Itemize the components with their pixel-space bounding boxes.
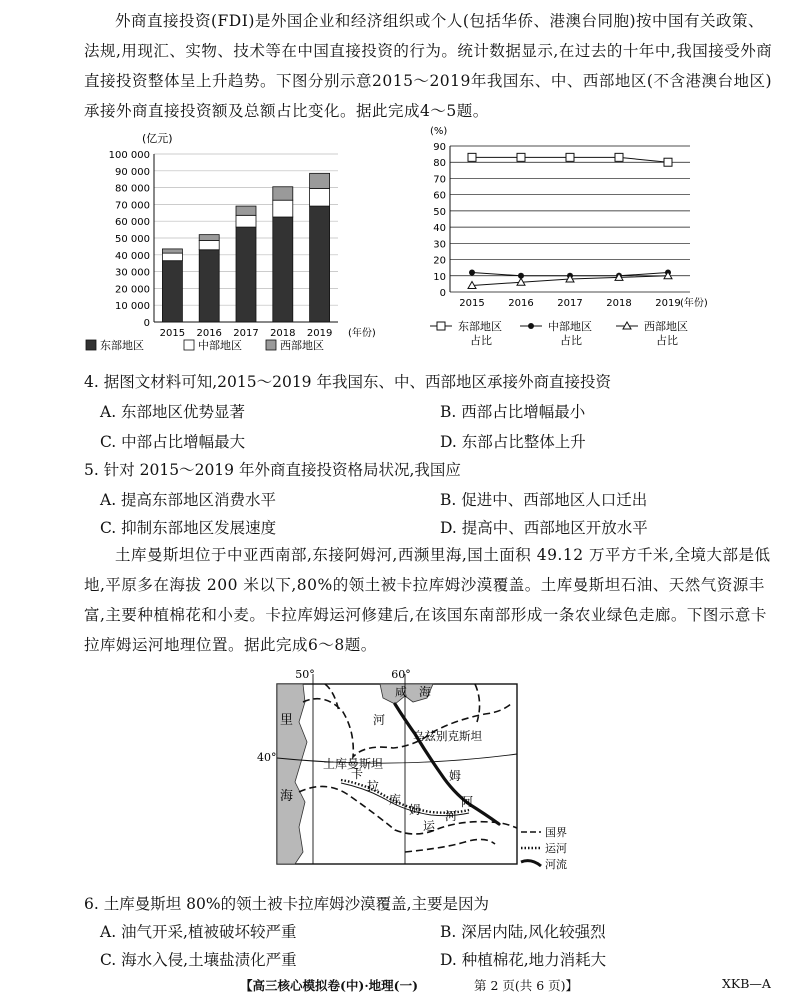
bar-segment-east <box>273 217 293 322</box>
line-y-tick-label: 50 <box>433 206 446 218</box>
line-y-tick-label: 60 <box>433 190 446 202</box>
map-label-uzbekistan: 乌兹别克斯坦 <box>413 729 482 743</box>
map-label-canal-2: 拉 <box>367 779 380 793</box>
map-label-canal-3: 库 <box>389 793 402 807</box>
bar-segment-east <box>310 206 330 322</box>
question-5-stem: 5. 针对 2015～2019 年外商直接投资格局状况,我国应 <box>84 461 461 479</box>
fdi-share-line-chart <box>420 122 720 362</box>
bar-segment-central <box>273 200 293 217</box>
line-x-tick-label: 2018 <box>606 298 632 309</box>
map-lat-40: 40° <box>257 751 277 764</box>
line-y-axis-label: (%) <box>430 126 448 137</box>
question-5-option-d[interactable]: D. 提高中、西部地区开放水平 <box>440 519 648 537</box>
bar-legend-label-central: 中部地区 <box>198 339 242 352</box>
bar-x-tick-label: 2018 <box>270 328 296 339</box>
bar-y-tick-label: 20 000 <box>115 284 150 296</box>
line-legend-sublabel-central: 占比 <box>560 334 582 347</box>
footer-title: 【高三核心模拟卷(中)·地理(一) <box>240 978 419 993</box>
bar-y-tick-label: 40 000 <box>115 250 150 262</box>
question-6-option-c[interactable]: C. 海水入侵,土壤盐渍化严重 <box>100 951 297 969</box>
map-label-amu-2: 阿 <box>461 795 474 809</box>
line-y-tick-label: 80 <box>433 158 446 170</box>
line-legend-sublabel-east: 占比 <box>470 334 492 347</box>
line-x-tick-label: 2017 <box>557 298 583 309</box>
bar-x-tick-label: 2015 <box>159 328 186 339</box>
bar-segment-central <box>199 241 219 250</box>
bar-y-tick-label: 90 000 <box>115 166 150 178</box>
bar-y-axis-label: (亿元) <box>142 132 173 145</box>
bar-segment-west <box>162 249 182 253</box>
line-point-central <box>469 270 475 276</box>
line-legend-sublabel-west: 占比 <box>656 334 678 347</box>
map-label-canal-6: 河 <box>445 809 458 823</box>
map-label-canal-4: 姆 <box>409 803 422 817</box>
line-x-axis-label: (年份) <box>680 298 708 309</box>
question-6-stem: 6. 土库曼斯坦 80%的领土被卡拉库姆沙漠覆盖,主要是因为 <box>84 895 490 913</box>
line-y-tick-label: 0 <box>439 288 446 299</box>
map-label-he: 河 <box>373 713 386 727</box>
question-5-option-c[interactable]: C. 抑制东部地区发展速度 <box>100 519 277 537</box>
map-label-xian: 咸 <box>395 685 408 699</box>
map-lon-60: 60° <box>391 668 411 681</box>
line-point-east <box>566 153 574 161</box>
bar-segment-east <box>162 261 182 322</box>
bar-segment-east <box>199 250 219 322</box>
line-point-legend-central <box>528 323 534 329</box>
bar-y-tick-label: 100 000 <box>108 150 150 161</box>
question-4-option-d[interactable]: D. 东部占比整体上升 <box>440 433 586 451</box>
map-label-amu-1: 姆 <box>449 769 462 783</box>
map-lon-50: 50° <box>295 668 315 681</box>
line-legend-label-west: 西部地区 <box>644 320 688 333</box>
question-4-option-c[interactable]: C. 中部占比增幅最大 <box>100 433 246 451</box>
map-label-hai: 海 <box>280 789 294 804</box>
line-y-tick-label: 70 <box>433 174 446 186</box>
question-5-option-a[interactable]: A. 提高东部地区消费水平 <box>100 491 277 509</box>
bar-segment-west <box>310 173 330 188</box>
question-6-option-a[interactable]: A. 油气开采,植被破坏较严重 <box>100 923 297 941</box>
line-legend-label-central: 中部地区 <box>548 320 592 333</box>
footer-page: 第 2 页(共 6 页)】 <box>474 978 579 993</box>
bar-legend-swatch-east <box>86 340 96 350</box>
intro-paragraph-fdi: 外商直接投资(FDI)是外国企业和经济组织或个人(包括华侨、港澳台同胞)按中国有关政策、法规,用现汇、实物、技术等在中国直接投资的行为。统计数据显示,在过去的十年中,我国接受外商直接投资整体呈上升趋势。下图分别示意2015～2019年我国东、中、西部地区(不含港澳台地区)承接外商直接投资额及总额占比变化。据此完成4～5题。 <box>84 12 773 120</box>
bar-legend-label-east: 东部地区 <box>100 339 144 352</box>
question-4-option-a[interactable]: A. 东部地区优势显著 <box>100 403 246 421</box>
legend-canal-label: 运河 <box>545 842 567 855</box>
line-point-east <box>664 158 672 166</box>
bar-x-tick-label: 2017 <box>233 328 259 339</box>
bar-segment-west <box>236 206 256 215</box>
intro-paragraph-turkmenistan: 土库曼斯坦位于中亚西南部,东接阿姆河,西濒里海,国土面积 49.12 万平方千米,全境大部是低地,平原多在海拔 200 米以下,80%的领土被卡拉库姆沙漠覆盖。土库曼斯坦石油、天然气资源丰富,主要种植棉花和小麦。卡拉库姆运河修建后,在该国东南部形成一条农业绿色走廊。下图示意卡拉库姆运河地理位置。据此完成6～8题。 <box>84 546 771 654</box>
bar-segment-east <box>236 227 256 322</box>
bar-y-tick-label: 50 000 <box>115 234 150 245</box>
line-x-tick-label: 2016 <box>508 298 534 309</box>
bar-y-tick-label: 80 000 <box>115 183 150 195</box>
map-label-li: 里 <box>280 713 294 728</box>
line-y-tick-label: 30 <box>433 239 446 251</box>
question-5-option-b[interactable]: B. 促进中、西部地区人口迁出 <box>440 491 648 509</box>
bar-x-tick-label: 2019 <box>306 328 333 339</box>
line-y-tick-label: 20 <box>433 255 446 267</box>
question-6-option-d[interactable]: D. 种植棉花,地力消耗大 <box>440 951 607 969</box>
line-x-tick-label: 2015 <box>459 298 485 309</box>
question-6-option-b[interactable]: B. 深居内陆,风化较强烈 <box>440 923 606 941</box>
question-4-stem: 4. 据图文材料可知,2015～2019 年我国东、中、西部地区承接外商直接投资 <box>84 373 611 391</box>
bar-segment-central <box>236 215 256 227</box>
bar-legend-label-west: 西部地区 <box>280 339 324 352</box>
line-y-tick-label: 40 <box>433 223 446 235</box>
line-point-east <box>615 153 623 161</box>
bar-legend-swatch-west <box>266 340 276 350</box>
line-legend-label-east: 东部地区 <box>458 320 502 333</box>
map-label-xian-hai: 海 <box>419 685 432 699</box>
line-point-east <box>517 153 525 161</box>
line-point-east <box>468 153 476 161</box>
bar-y-tick-label: 30 000 <box>115 267 150 279</box>
bar-y-tick-label: 0 <box>143 318 150 329</box>
bar-segment-west <box>273 187 293 200</box>
bar-legend-swatch-central <box>184 340 194 350</box>
bar-segment-central <box>162 253 182 261</box>
legend-border-label: 国界 <box>545 826 567 839</box>
line-y-tick-label: 90 <box>433 142 446 153</box>
legend-river-symbol <box>521 861 541 866</box>
bar-y-tick-label: 60 000 <box>115 217 150 229</box>
bar-segment-central <box>310 188 330 206</box>
karakum-canal-map <box>255 662 585 882</box>
fdi-amount-bar-chart <box>80 124 410 364</box>
line-y-tick-label: 10 <box>433 271 446 283</box>
bar-x-axis-label: (年份) <box>348 328 376 339</box>
map-label-turkmenistan: 土库曼斯坦 <box>323 757 384 771</box>
line-x-tick-label: 2019 <box>655 298 681 309</box>
legend-river-label: 河流 <box>545 858 567 871</box>
question-4-option-b[interactable]: B. 西部占比增幅最小 <box>440 403 586 421</box>
footer-code: XKB—A <box>722 976 771 991</box>
bar-y-tick-label: 70 000 <box>115 200 150 212</box>
bar-x-tick-label: 2016 <box>196 328 222 339</box>
map-label-canal-5: 运 <box>423 819 436 833</box>
map-label-canal-1: 卡 <box>351 767 364 781</box>
bar-y-tick-label: 10 000 <box>115 301 150 313</box>
bar-segment-west <box>199 235 219 241</box>
line-point-legend-east <box>437 322 445 330</box>
